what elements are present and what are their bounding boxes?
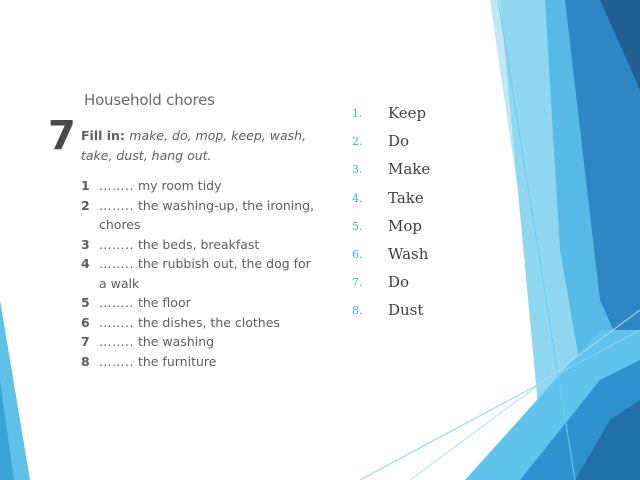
item-number: 1 (81, 178, 90, 193)
item-text: the dishes, the clothes (137, 314, 280, 330)
exercise-image (44, 88, 324, 378)
exercise-item (81, 313, 321, 333)
exercise-item (81, 196, 321, 235)
item-text: the rubbish out, the dog for a walk (99, 256, 311, 291)
exercise-items (81, 176, 321, 371)
answer-number: 1. (352, 107, 363, 120)
item-blank: …….. (99, 256, 134, 271)
exercise-title: Household chores (84, 91, 215, 109)
answer-text: Keep (388, 104, 427, 122)
instruction-lead: Fill in: (81, 128, 125, 143)
answer-number: 4. (352, 191, 363, 205)
item-text: my room tidy (137, 178, 222, 193)
answer-text: Do (388, 273, 410, 292)
answer-text: Dust (388, 301, 424, 320)
answer-number: 2. (352, 135, 363, 149)
item-text: the furniture (137, 353, 217, 369)
answer-text: Do (388, 132, 410, 151)
exercise-number: 7 (48, 113, 76, 159)
exercise-item (81, 352, 321, 372)
exercise-item (81, 332, 321, 352)
answer-text: Make (388, 160, 431, 179)
item-blank: …….. (99, 197, 134, 213)
answer-number: 5. (352, 219, 363, 233)
exercise-instruction (81, 126, 321, 166)
answer-number: 6. (352, 247, 363, 261)
item-text: the washing-up, the ironing, chores (99, 197, 315, 232)
answer-number: 8. (352, 304, 363, 318)
item-text: the washing (137, 334, 215, 349)
instruction-words: make, do, mop, keep, wash, (129, 128, 307, 143)
item-number: 7 (81, 334, 90, 349)
answer-text: Mop (388, 216, 422, 235)
item-blank: …….. (99, 314, 134, 330)
item-text: the floor (137, 295, 191, 310)
answer-number: 7. (352, 276, 363, 290)
item-number: 3 (81, 236, 90, 252)
item-text: the beds, breakfast (137, 236, 260, 252)
item-blank: …….. (99, 295, 134, 310)
item-blank: …….. (99, 353, 134, 369)
item-blank: …….. (99, 178, 134, 193)
exercise-item (81, 254, 321, 293)
item-number: 2 (81, 197, 90, 213)
answer-text: Wash (388, 244, 429, 263)
exercise-item (81, 176, 321, 196)
instruction-words: take, dust, hang out. (81, 148, 212, 163)
item-blank: …….. (99, 236, 134, 252)
exercise-item (81, 235, 321, 255)
answer-text: Take (388, 188, 424, 207)
item-blank: …….. (99, 334, 134, 349)
exercise-item (81, 293, 321, 313)
item-number: 5 (81, 295, 90, 310)
item-number: 8 (81, 353, 90, 369)
item-number: 4 (81, 256, 90, 271)
item-number: 6 (81, 314, 90, 330)
answer-number: 3. (352, 163, 363, 177)
